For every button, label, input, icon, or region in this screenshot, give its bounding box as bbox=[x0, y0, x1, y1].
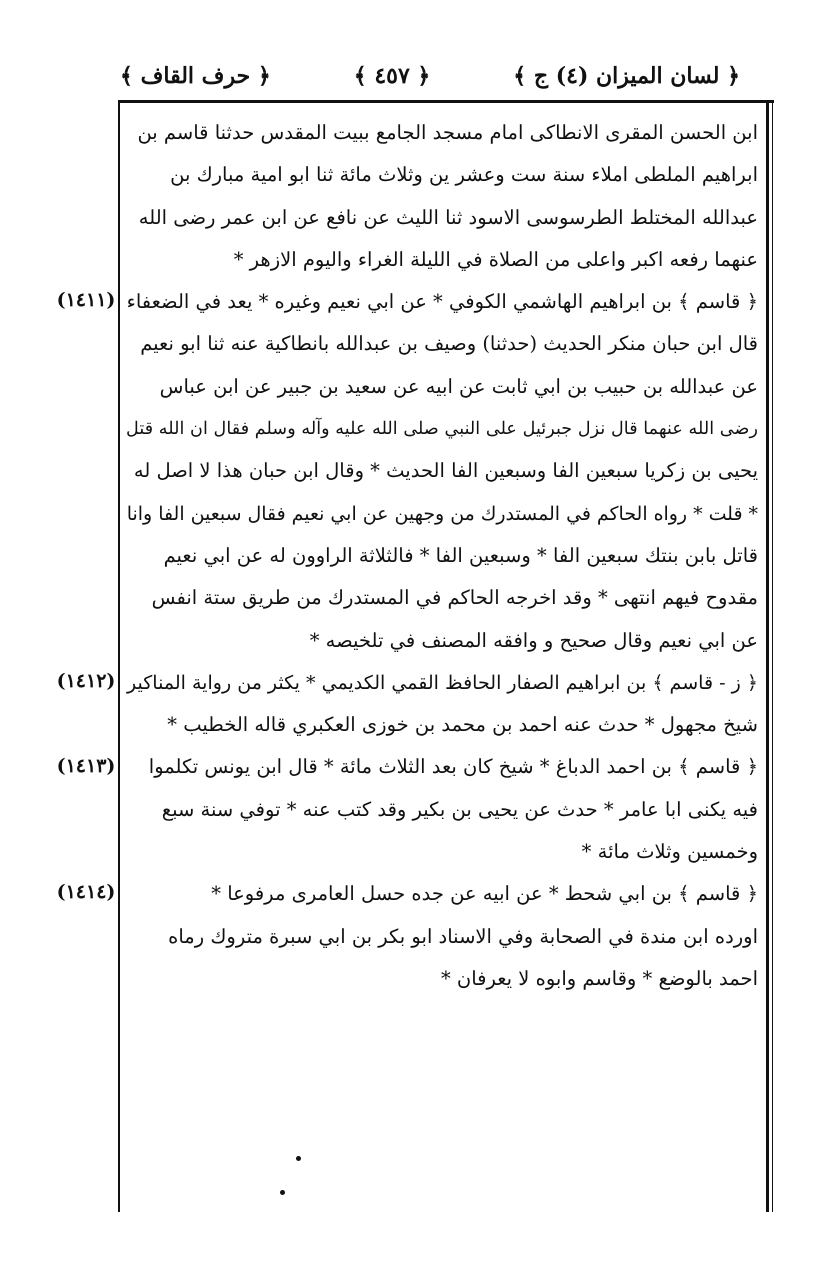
text-line: ابن الحسن المقرى الانطاكى امام مسجد الجامع ببيت المقدس حدثنا قاسم بن bbox=[137, 121, 758, 144]
text-line: ﴿ ز - قاسم ﴾ بن ابراهيم الصفار الحافظ القمي الكديمي * يكثر من رواية المناكير bbox=[127, 671, 758, 694]
text-line: ﴿ قاسم ﴾ بن ابي شحط * عن ابيه عن جده حسل العامرى مرفوعا * bbox=[211, 882, 758, 906]
text-line: يحيى بن زكريا سبعين الفا وسبعين الفا الحديث * وقال ابن حبان هذا لا اصل له bbox=[133, 459, 758, 483]
text-line: شيخ مجهول * حدث عنه احمد بن محمد بن خوزى العكبري قاله الخطيب * bbox=[167, 713, 758, 737]
frame-left-rule bbox=[118, 100, 120, 1212]
text-line: مقدوح فيهم انتهى * وقد اخرجه الحاكم في المستدرك من طريق ستة انفس bbox=[151, 586, 758, 610]
running-header bbox=[120, 56, 740, 96]
frame-right-rule bbox=[766, 100, 769, 1212]
header-book-title: ﴿ لسان الميزان (٤) ج ﴾ bbox=[513, 63, 740, 89]
text-line: وخمسين وثلاث مائة * bbox=[581, 840, 758, 864]
entry-number: (١٤١١) bbox=[56, 289, 116, 312]
frame-right-rule-thin bbox=[772, 100, 773, 1212]
text-line: عن ابي نعيم وقال صحيح و وافقه المصنف في تلخيصه * bbox=[309, 628, 758, 652]
text-line: ﴿ قاسم ﴾ بن ابراهيم الهاشمي الكوفي * عن ابي نعيم وغيره * يعد في الضعفاء bbox=[126, 290, 758, 314]
text-line: قاتل بابن بنتك سبعين الفا * وسبعين الفا * فالثلاثة الراوون له عن ابي نعيم bbox=[163, 543, 758, 567]
text-line: عبدالله المختلط الطرسوسى الاسود ثنا الليث عن نافع عن ابن عمر رضى الله bbox=[138, 205, 758, 229]
entry-number: (١٤١٢) bbox=[56, 669, 116, 692]
text-line: ابراهيم الملطى املاء سنة ست وعشر ين وثلاث مائة ثنا ابو امية مبارك بن bbox=[170, 163, 758, 187]
text-line: رضى الله عنهما قال نزل جبرئيل على النبي صلى الله عليه وآله وسلم فقال ان الله قتل bbox=[126, 419, 758, 440]
text-line: عنهما رفعه اكبر واعلى من الصلاة في الليلة الغراء واليوم الازهر * bbox=[233, 247, 758, 271]
stray-dot bbox=[296, 1156, 301, 1161]
frame-top-rule bbox=[118, 100, 774, 103]
text-line: * قلت * رواه الحاكم في المستدرك من وجهين عن ابي نعيم فقال سبعين الفا وانا bbox=[126, 502, 758, 525]
stray-dot bbox=[280, 1190, 285, 1195]
text-line: فيه يكنى ابا عامر * حدث عن يحيى بن بكير وقد كتب عنه * توفي سنة سبع bbox=[161, 797, 758, 821]
main-text-block bbox=[126, 112, 758, 1000]
text-line: اورده ابن مندة في الصحابة وفي الاسناد ابو بكر بن ابي سبرة متروك رماه bbox=[168, 924, 758, 948]
text-line: ﴿ قاسم ﴾ بن احمد الدباغ * شيخ كان بعد الثلاث مائة * قال ابن يونس تكلموا bbox=[148, 755, 758, 779]
text-line: احمد بالوضع * وقاسم وابوه لا يعرفان * bbox=[440, 966, 758, 990]
text-line: قال ابن حبان منكر الحديث (حدثنا) وصيف بن عبدالله بانطاكية عنه ثنا ابو نعيم bbox=[140, 332, 758, 356]
header-section: ﴿ حرف القاف ﴾ bbox=[120, 63, 271, 89]
header-page-number: ﴿ ٤٥٧ ﴾ bbox=[353, 63, 431, 89]
text-line: عن عبدالله بن حبيب بن ابي ثابت عن ابيه عن سعيد بن جبير عن ابن عباس bbox=[159, 374, 758, 398]
entry-number: (١٤١٤) bbox=[56, 881, 116, 904]
entry-number: (١٤١٣) bbox=[56, 754, 116, 777]
